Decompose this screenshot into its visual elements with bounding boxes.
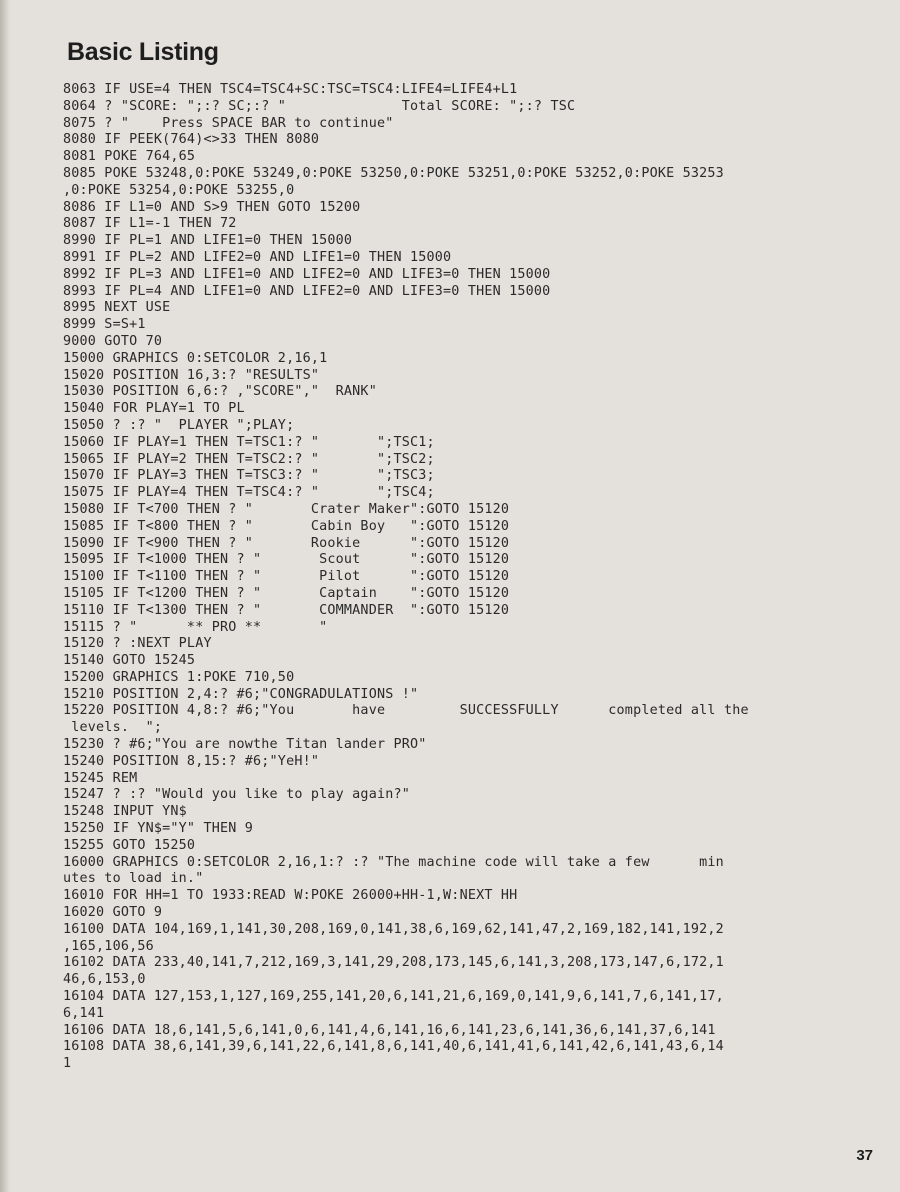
code-line: 15115 ? " ** PRO ** " bbox=[63, 619, 328, 635]
code-line: 8995 NEXT USE bbox=[63, 300, 171, 316]
code-line: levels. "; bbox=[63, 720, 163, 736]
code-line: 15075 IF PLAY=4 THEN T=TSC4:? " ";TSC4; bbox=[63, 485, 435, 501]
code-line: 15070 IF PLAY=3 THEN T=TSC3:? " ";TSC3; bbox=[63, 468, 435, 484]
code-line: 8063 IF USE=4 THEN TSC4=TSC4+SC:TSC=TSC4:LIFE4=LIFE4+L1 bbox=[63, 82, 518, 97]
code-line: 15080 IF T<700 THEN ? " Crater Maker":GOTO 15120 bbox=[63, 501, 510, 517]
code-line: 15085 IF T<800 THEN ? " Cabin Boy ":GOTO 15120 bbox=[63, 518, 510, 534]
code-line: 8081 POKE 764,65 bbox=[63, 149, 196, 165]
code-line: 46,6,153,0 bbox=[63, 972, 146, 988]
page-edge-shadow bbox=[0, 0, 10, 1192]
code-line: ,165,106,56 bbox=[63, 938, 154, 954]
code-line: 15240 POSITION 8,15:? #6;"YeH!" bbox=[63, 753, 320, 769]
page-title: Basic Listing bbox=[67, 38, 219, 66]
code-line: 16020 GOTO 9 bbox=[63, 905, 163, 921]
code-line: 15120 ? :NEXT PLAY bbox=[63, 636, 212, 652]
code-line: 16100 DATA 104,169,1,141,30,208,169,0,141,38,6,169,62,141,47,2,169,182,141,192,2 bbox=[63, 921, 724, 937]
code-line: 16010 FOR HH=1 TO 1933:READ W:POKE 26000+HH-1,W:NEXT HH bbox=[63, 888, 518, 904]
basic-listing bbox=[63, 82, 881, 1073]
code-line: 15060 IF PLAY=1 THEN T=TSC1:? " ";TSC1; bbox=[63, 434, 435, 450]
code-line: 15248 INPUT YN$ bbox=[63, 804, 187, 820]
code-line: 15200 GRAPHICS 1:POKE 710,50 bbox=[63, 669, 295, 685]
code-line: 15230 ? #6;"You are nowthe Titan lander PRO" bbox=[63, 737, 427, 753]
code-line: 15030 POSITION 6,6:? ,"SCORE"," RANK" bbox=[63, 384, 377, 400]
code-line: 15110 IF T<1300 THEN ? " COMMANDER ":GOTO 15120 bbox=[63, 602, 510, 618]
code-line: 15000 GRAPHICS 0:SETCOLOR 2,16,1 bbox=[63, 350, 328, 366]
code-line: 15140 GOTO 15245 bbox=[63, 653, 196, 669]
code-line: 8085 POKE 53248,0:POKE 53249,0:POKE 53250,0:POKE 53251,0:POKE 53252,0:POKE 53253 bbox=[63, 165, 724, 181]
code-line: 9000 GOTO 70 bbox=[63, 333, 163, 349]
code-line: 16108 DATA 38,6,141,39,6,141,22,6,141,8,6,141,40,6,141,41,6,141,42,6,141,43,6,14 bbox=[63, 1039, 724, 1055]
code-line: 16104 DATA 127,153,1,127,169,255,141,20,6,141,21,6,169,0,141,9,6,141,7,6,141,17, bbox=[63, 989, 724, 1005]
code-line: 15220 POSITION 4,8:? #6;"You have SUCCESSFULLY completed all the bbox=[63, 703, 749, 719]
code-line: utes to load in." bbox=[63, 871, 204, 887]
page-number: 37 bbox=[856, 1147, 873, 1164]
code-line: 8999 S=S+1 bbox=[63, 317, 146, 333]
code-line: 6,141 bbox=[63, 1005, 105, 1021]
code-line: 15105 IF T<1200 THEN ? " Captain ":GOTO 15120 bbox=[63, 585, 510, 601]
code-line: 15245 REM bbox=[63, 770, 138, 786]
code-line: 15050 ? :? " PLAYER ";PLAY; bbox=[63, 417, 295, 433]
code-line: 15095 IF T<1000 THEN ? " Scout ":GOTO 15120 bbox=[63, 552, 510, 568]
code-line: 8993 IF PL=4 AND LIFE1=0 AND LIFE2=0 AND LIFE3=0 THEN 15000 bbox=[63, 283, 551, 299]
code-line: 16102 DATA 233,40,141,7,212,169,3,141,29,208,173,145,6,141,3,208,173,147,6,172,1 bbox=[63, 955, 724, 971]
code-line: 8991 IF PL=2 AND LIFE2=0 AND LIFE1=0 THEN 15000 bbox=[63, 249, 452, 265]
code-line: 15250 IF YN$="Y" THEN 9 bbox=[63, 821, 254, 837]
code-line: 15100 IF T<1100 THEN ? " Pilot ":GOTO 15120 bbox=[63, 569, 510, 585]
code-line: 8086 IF L1=0 AND S>9 THEN GOTO 15200 bbox=[63, 199, 361, 215]
code-line: 8075 ? " Press SPACE BAR to continue" bbox=[63, 115, 394, 131]
code-line: 15255 GOTO 15250 bbox=[63, 837, 196, 853]
code-line: 1 bbox=[63, 1056, 72, 1072]
code-line: 15090 IF T<900 THEN ? " Rookie ":GOTO 15120 bbox=[63, 535, 510, 551]
code-line: 8990 IF PL=1 AND LIFE1=0 THEN 15000 bbox=[63, 233, 353, 249]
code-line: 8992 IF PL=3 AND LIFE1=0 AND LIFE2=0 AND LIFE3=0 THEN 15000 bbox=[63, 266, 551, 282]
code-line: 15065 IF PLAY=2 THEN T=TSC2:? " ";TSC2; bbox=[63, 451, 435, 467]
code-line: 16106 DATA 18,6,141,5,6,141,0,6,141,4,6,141,16,6,141,23,6,141,36,6,141,37,6,141 bbox=[63, 1022, 716, 1038]
code-line: ,0:POKE 53254,0:POKE 53255,0 bbox=[63, 182, 295, 198]
code-line: 8064 ? "SCORE: ";:? SC;:? " Total SCORE: ";:? TSC bbox=[63, 98, 576, 114]
code-line: 8087 IF L1=-1 THEN 72 bbox=[63, 216, 237, 232]
code-line: 15040 FOR PLAY=1 TO PL bbox=[63, 401, 245, 417]
code-line: 16000 GRAPHICS 0:SETCOLOR 2,16,1:? :? "The machine code will take a few min bbox=[63, 854, 724, 870]
code-line: 8080 IF PEEK(764)<>33 THEN 8080 bbox=[63, 132, 320, 148]
code-line: 15210 POSITION 2,4:? #6;"CONGRADULATIONS !" bbox=[63, 686, 419, 702]
code-line: 15247 ? :? "Would you like to play again?" bbox=[63, 787, 410, 803]
code-line: 15020 POSITION 16,3:? "RESULTS" bbox=[63, 367, 320, 383]
